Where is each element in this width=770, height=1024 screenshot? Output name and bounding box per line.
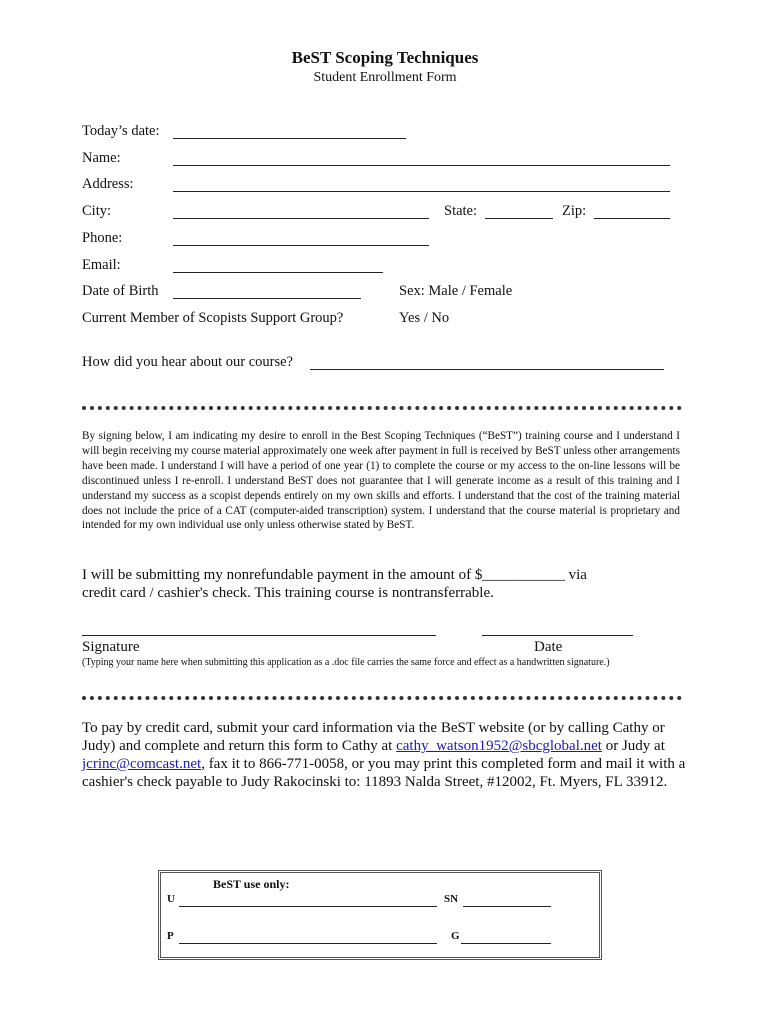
- office-p-label: P: [167, 930, 174, 942]
- office-sn-label: SN: [444, 893, 459, 905]
- zip-label: Zip:: [562, 203, 587, 219]
- address-field[interactable]: [173, 191, 670, 192]
- cathy-email-link[interactable]: cathy_watson1952@sbcglobal.net: [396, 738, 602, 754]
- signature-note: (Typing your name here when submitting this application as a .doc file carries the same force and effect as a handwritten signature.): [82, 657, 610, 668]
- zip-field[interactable]: [594, 218, 670, 219]
- instructions-part-3: , fax it to 866-771-0058, or you may print this completed form and mail it with a cashier's check payable to Judy Rakocinski to: 11893 Nalda Street, #12002, Ft. Myers, FL 33912.: [82, 756, 686, 790]
- signature-date-field[interactable]: [482, 635, 633, 636]
- phone-label: Phone:: [82, 230, 123, 246]
- member-options[interactable]: Yes / No: [399, 310, 450, 326]
- payment-instructions: [82, 719, 686, 791]
- form-subtitle: Student Enrollment Form: [313, 70, 457, 85]
- office-use-box: [158, 870, 602, 960]
- phone-field[interactable]: [173, 245, 429, 246]
- office-sn-field[interactable]: [463, 906, 551, 907]
- instructions-part-1: To pay by credit card, submit your card information via the BeST website (or by calling Cathy or Judy) and complete and return this form to Cathy at: [82, 720, 665, 754]
- signature-field[interactable]: [82, 635, 436, 636]
- office-p-field[interactable]: [179, 943, 437, 944]
- judy-email-link[interactable]: jcrinc@comcast.net: [82, 756, 202, 772]
- address-label: Address:: [82, 176, 134, 192]
- state-label: State:: [444, 203, 478, 219]
- office-g-label: G: [451, 930, 460, 942]
- heard-label: How did you hear about our course?: [82, 354, 293, 370]
- sex-options[interactable]: Sex: Male / Female: [399, 283, 513, 299]
- office-use-title: BeST use only:: [213, 877, 290, 891]
- dotted-divider: [82, 406, 682, 410]
- date-label: Today’s date:: [82, 123, 160, 139]
- email-field[interactable]: [173, 272, 383, 273]
- city-label: City:: [82, 203, 112, 219]
- email-label: Email:: [82, 257, 121, 273]
- name-label: Name:: [82, 150, 121, 166]
- office-u-label: U: [167, 893, 175, 905]
- heard-field[interactable]: [310, 369, 664, 370]
- office-u-field[interactable]: [179, 906, 437, 907]
- payment-line-1: I will be submitting my nonrefundable payment in the amount of $___________ via: [82, 567, 587, 583]
- form-title: BeST Scoping Techniques: [291, 48, 479, 67]
- signature-date-label: Date: [534, 639, 563, 655]
- signature-label: Signature: [82, 639, 140, 655]
- dotted-divider-2: [82, 696, 682, 700]
- name-field[interactable]: [173, 165, 670, 166]
- state-field[interactable]: [485, 218, 553, 219]
- city-field[interactable]: [173, 218, 429, 219]
- agreement-text: By signing below, I am indicating my desire to enroll in the Best Scoping Techniques (“BeST”) training course and I understand I will begin receiving my course material approximately one week after payment in full is received by BeST unless other arrangements have been made. I understand I will have a period of one year (1) to complete the course or my access to the on-line lessons will be discontinued unless I re-enroll. I understand BeST does not guarantee that I will generate income as a result of this training and I understand my success as a scopist depends entirely on my own skills and efforts. I understand that the cost of the training material does not include the price of a CAT (computer-aided transcription) system. I understand that the course material is proprietary and intended for my own individual use only unless otherwise stated by BeST.: [82, 430, 680, 532]
- payment-line-2: credit card / cashier's check. This training course is nontransferrable.: [82, 585, 494, 601]
- dob-field[interactable]: [173, 298, 361, 299]
- member-label: Current Member of Scopists Support Group?: [82, 310, 344, 326]
- dob-label: Date of Birth: [82, 283, 159, 299]
- date-field[interactable]: [173, 138, 406, 139]
- office-g-field[interactable]: [461, 943, 551, 944]
- instructions-part-2: or Judy at: [601, 738, 665, 754]
